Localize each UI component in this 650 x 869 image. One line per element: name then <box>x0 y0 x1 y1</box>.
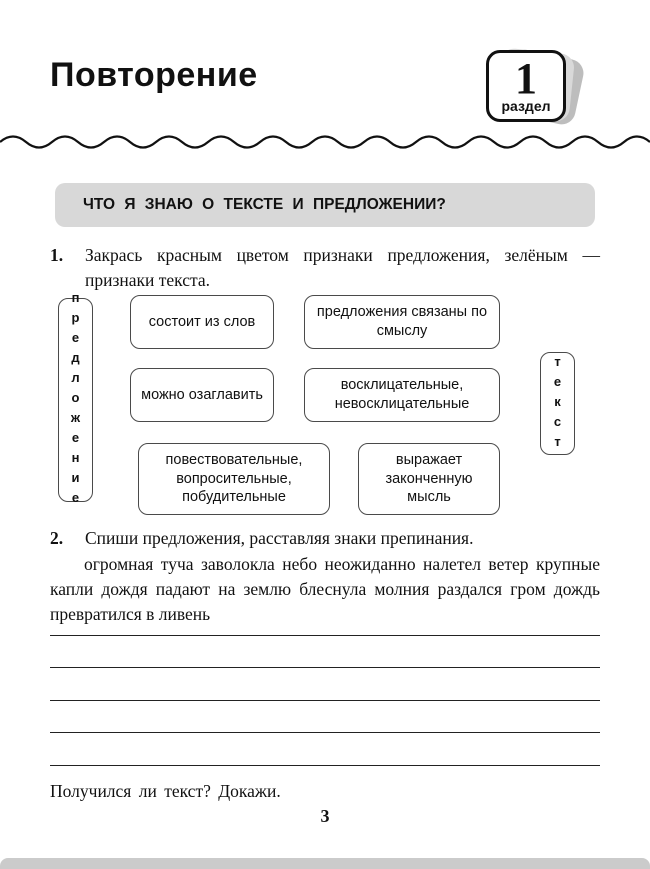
diagram-right-label: текст <box>550 353 565 454</box>
section-badge <box>486 48 586 132</box>
diagram-left-label-box <box>58 290 93 510</box>
answer-lines <box>50 603 600 766</box>
badge-card-front <box>486 50 566 122</box>
page-title: Повторение <box>50 56 258 94</box>
answer-line <box>50 701 600 734</box>
page-number: 3 <box>320 806 330 826</box>
answer-line <box>50 733 600 766</box>
exercise-1 <box>50 243 600 294</box>
section-number: 1 <box>515 53 537 103</box>
exercise-1-instruction: Закрась красным цветом признаки предложения, зелёным — признаки текста. <box>85 245 600 291</box>
diagram-left-label: предложение <box>68 290 83 510</box>
answer-line <box>50 668 600 701</box>
section-label: раздел <box>501 97 551 114</box>
exercise-2-text: огромная туча заволокла небо неожиданно налетел ветер крупные капли дождя падают на землю блеснула молния раздался гром дождь превратился в ливень <box>50 554 600 624</box>
lesson-heading: ЧТО Я ЗНАЮ О ТЕКСТЕ И ПРЕДЛОЖЕНИИ? <box>55 183 595 227</box>
diagram-box-6: выражает законченную мысль <box>358 443 500 515</box>
exercise-2-instruction: Спиши предложения, расставляя знаки препинания. <box>85 528 474 548</box>
diagram-box-4: восклицательные, невосклицательные <box>304 368 500 422</box>
answer-line <box>50 636 600 669</box>
diagram-right-label-box <box>540 352 575 455</box>
page-bottom-edge <box>0 858 650 869</box>
diagram-box-5: повествовательные, вопросительные, побудительные <box>138 443 330 515</box>
exercise-2-number: 2. <box>50 528 64 548</box>
diagram-box-3: можно озаглавить <box>130 368 274 422</box>
footer-question: Получился ли текст? Докажи. <box>50 781 281 801</box>
exercise-1-diagram <box>50 290 600 517</box>
diagram-box-2: предложения связаны по смыслу <box>304 295 500 349</box>
diagram-box-1: состоит из слов <box>130 295 274 349</box>
exercise-1-number: 1. <box>50 245 64 265</box>
answer-line <box>50 603 600 636</box>
wavy-divider <box>0 133 650 153</box>
exercise-2 <box>50 526 600 551</box>
